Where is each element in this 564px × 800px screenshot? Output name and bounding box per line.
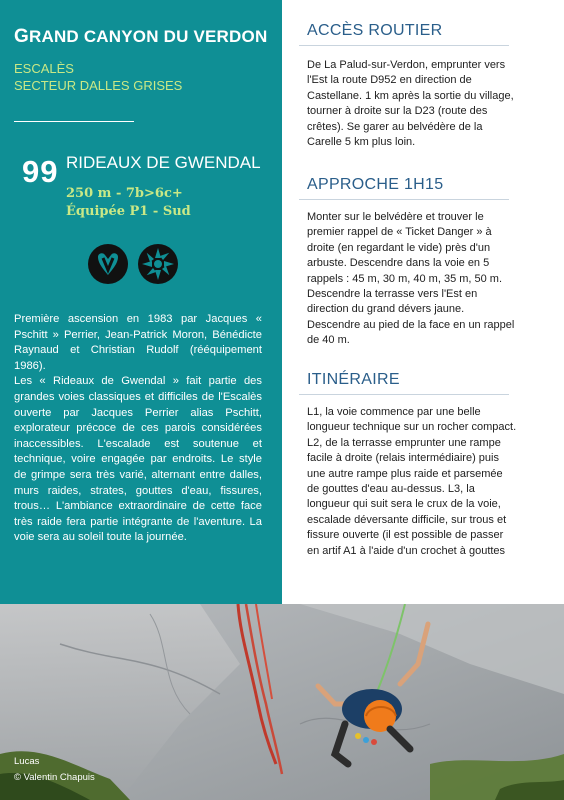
- section-body-acces: De La Palud-sur-Verdon, emprunter vers l'Est la route D952 en direction de Castellane. 1 km après la sortie du village, tourner à droite sur la D23 (route des crêtes). Se garer au belvédère de la Carelle 5 km plus loin.: [307, 59, 514, 149]
- section-title-approche: APPROCHE 1H15: [307, 176, 444, 193]
- route-info-panel: [0, 0, 282, 604]
- photo-caption-name: Lucas: [14, 756, 40, 767]
- area-line-2: SECTEUR DALLES GRISES: [14, 78, 183, 93]
- route-grade: 250 m - 7b>6c+: [66, 186, 183, 201]
- divider: [14, 121, 134, 122]
- description-paragraph: Les « Rideaux de Gwendal » fait partie des grandes voies classiques et difficiles de l'Escalès ouverte par Jacques Perrier alias Pschitt, explorateur précoce de ces parois considérées inaccessibles. L'escalade est soutenue et technique, voire engagée par endroits. Le style de grimpe sera très varié, alternant entre dalles, murs raides, strates, gouttes d'eau, fissures, trous… L'ambiance extraordinaire de cette face très raide fera partie intégrante de l'aventure. La voie sera au soleil toute la journée.: [14, 375, 262, 544]
- route-equipment: Équipée P1 - Sud: [66, 204, 191, 219]
- section-title-acces: ACCÈS ROUTIER: [307, 22, 443, 39]
- section-body-approche: Monter sur le belvédère et trouver le premier rappel de « Ticket Danger » à droite (en regardant le vide) près d'un arbuste. Descendre dans la voie en 5 rappels : 45 m, 30 m, 40 m, 35 m, 50 m. Descendre la terrasse vers l'Est en direction du grand dévers jaune. Descendre au pied de la face en un rappel de 40 m.: [307, 211, 515, 347]
- climber-on-wall-image: [0, 604, 564, 800]
- section-title-itineraire: ITINÉRAIRE: [307, 371, 400, 388]
- section-body-itineraire: L1, la voie commence par une belle longueur technique sur un rocher compact. L2, de la terrasse emprunter une rampe facile à droite (relais intermédiaire) puis une autre rampe plus raide et parsemée de gouttes d'eau au-dessus. L3, la longueur qui suit sera le crux de la voie, escalade déversante difficile, sur trous et fissure ouverte (il est possible de passer en artif A1 à l'aide d'un crochet à gouttes: [307, 406, 517, 557]
- route-name: RIDEAUX DE GWENDAL: [66, 153, 261, 172]
- route-description: [14, 312, 262, 546]
- area-line-1: ESCALÈS: [14, 61, 74, 76]
- section-divider: [299, 394, 509, 395]
- climbing-photo: [0, 604, 564, 800]
- section-divider: [299, 45, 509, 46]
- wheel-icon: [138, 244, 178, 284]
- section-divider: [299, 199, 509, 200]
- description-paragraph: Première ascension en 1983 par Jacques « Pschitt » Perrier, Jean-Patrick Moron, Bénédicte Raynaud et Christian Rudolf (rééquipement 1986).: [14, 313, 262, 372]
- route-specs: [66, 185, 191, 221]
- photo-credit: © Valentin Chapuis: [14, 772, 95, 783]
- area-name: [14, 60, 182, 94]
- heart-shield-icon: [88, 244, 128, 284]
- route-number: 99: [22, 154, 59, 189]
- guide-title: GRAND CANYON DU VERDON: [14, 26, 268, 47]
